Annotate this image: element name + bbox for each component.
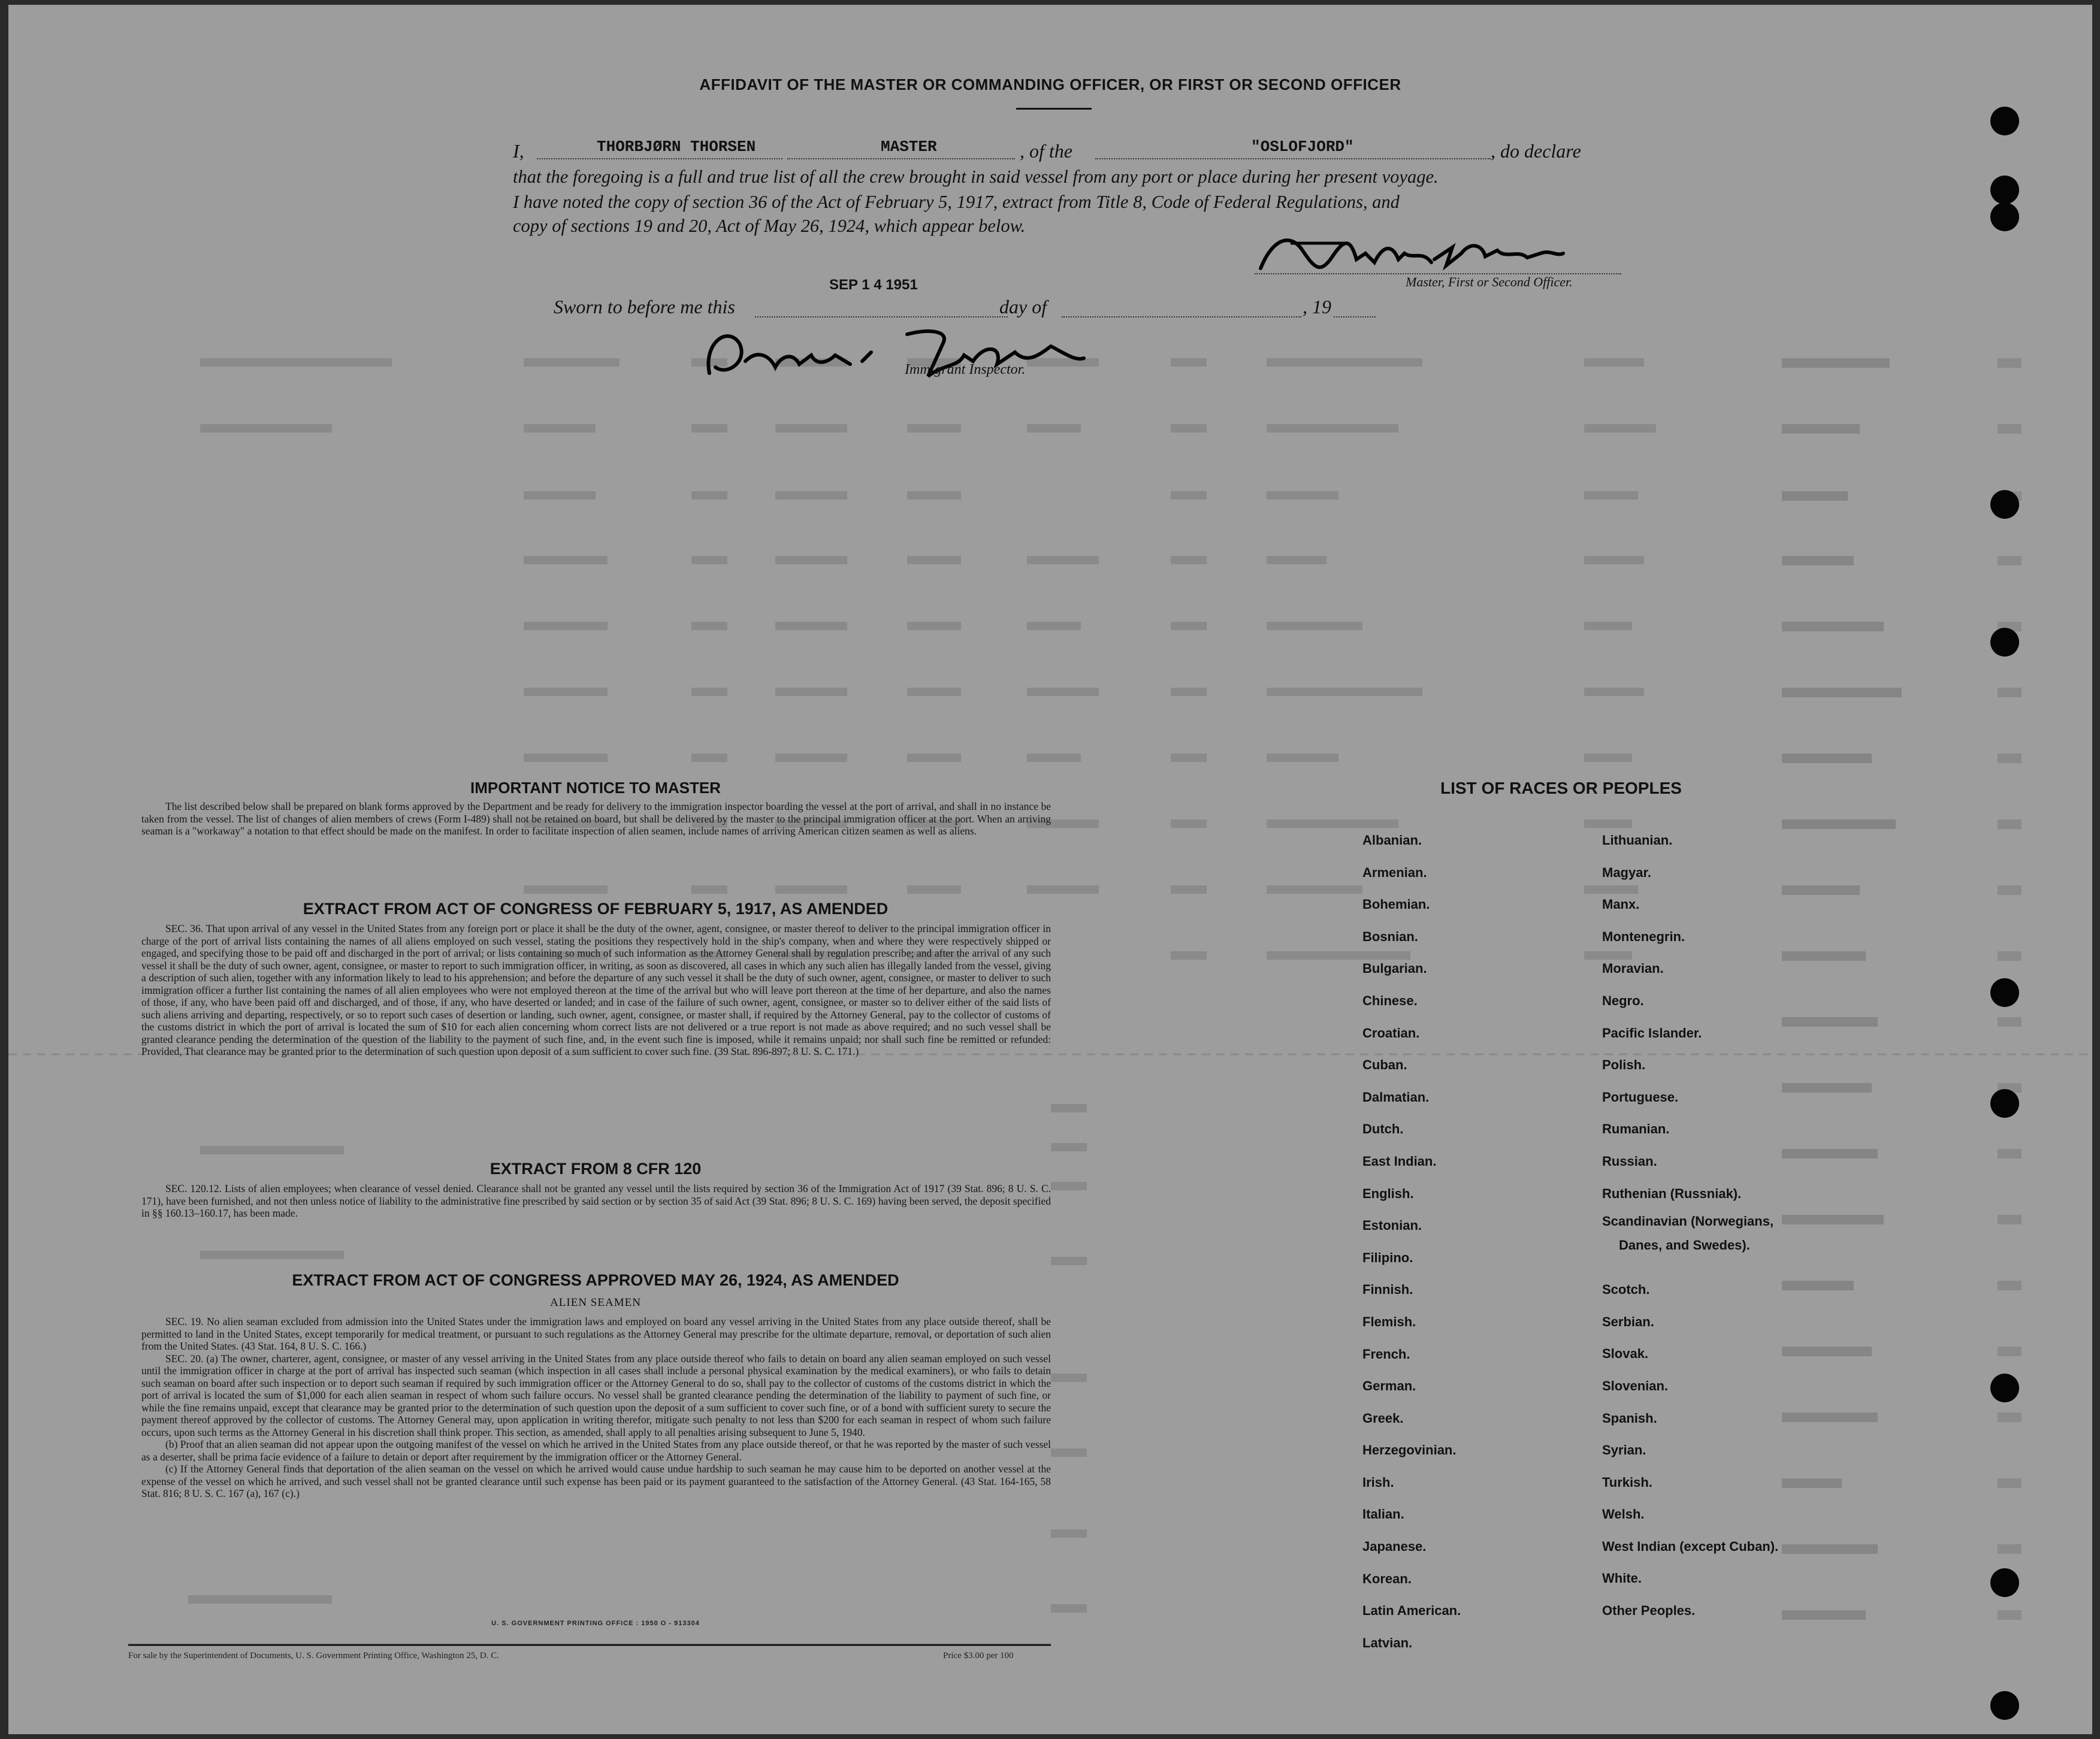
race-item: Finnish. bbox=[1362, 1282, 1413, 1298]
race-item: Bulgarian. bbox=[1362, 961, 1427, 976]
year-prefix: , 19 bbox=[1303, 296, 1331, 317]
punch-hole bbox=[1990, 490, 2019, 519]
inspector-caption: Immigrant Inspector. bbox=[905, 362, 1026, 377]
notice-title: IMPORTANT NOTICE TO MASTER bbox=[470, 779, 721, 797]
race-item: Estonian. bbox=[1362, 1218, 1422, 1233]
punch-hole bbox=[1990, 202, 2019, 231]
race-item: Chinese. bbox=[1362, 993, 1418, 1008]
rank-line bbox=[787, 158, 1015, 159]
master-caption: Master, First or Second Officer. bbox=[1406, 274, 1573, 289]
race-item: Spanish. bbox=[1602, 1410, 1657, 1426]
month-line bbox=[1062, 316, 1301, 317]
footer-price: Price $3.00 per 100 bbox=[943, 1651, 1014, 1661]
inspector-signature bbox=[691, 319, 1087, 385]
race-item: West Indian (except Cuban). bbox=[1602, 1538, 1779, 1554]
race-item: Croatian. bbox=[1362, 1025, 1420, 1041]
sec-120-12-paragraph: SEC. 120.12. Lists of alien employees; when clearance of vessel denied. Clearance shall not be granted any vessel until the lists required by section 36 of the Immigration Act of 1917 (39 Stat. 896; 8 U. S. C. 171), have been furnished, and not then unless notice of liability to the administrative fine prescribed by said section or by section 35 of said Act (39 Stat. 896; 8 U. S. C. 169) having been served, the deposit specified in §§ 160.13–160.17, has been made. bbox=[141, 1182, 1051, 1219]
notice-paragraph: The list described below shall be prepared on blank forms approved by the Department and be ready for delivery to the immigration inspector boarding the vessel at the port of arrival, and shall in no instance be taken from the vessel. The list of changes of alien members of crews (Form I-489) shall not be retained on board, but shall be delivered by the master to the principal immigration officer at the port. When an arriving seaman is a "workaway" a notation to that effect should be made on the manifest. In order to facilitate inspection of alien seamen, include names of arriving American citizen seamen as well as aliens. bbox=[141, 800, 1051, 837]
punch-hole bbox=[1990, 978, 2019, 1007]
punch-hole bbox=[1990, 176, 2019, 204]
race-item: Syrian. bbox=[1602, 1442, 1646, 1458]
affidavit-i-label: I, bbox=[513, 140, 524, 162]
extract-8cfr-body bbox=[141, 1182, 1051, 1220]
sec-20c-paragraph: (c) If the Attorney General finds that deportation of the alien seaman on the vessel on which he arrived would cause undue hardship to such seaman he may cause him to be deported on another vessel at the expense of the vessel on which he arrived, and such vessel shall not be granted clearance until such expense has been paid or its payment guaranteed to the satisfaction of the Attorney General. (43 Stat. 164-165, 58 Stat. 816; 8 U. S. C. 167 (a), 167 (c).) bbox=[141, 1463, 1051, 1499]
race-item: German. bbox=[1362, 1378, 1416, 1394]
punch-hole bbox=[1990, 1089, 2019, 1118]
sworn-date-stamp: SEP 1 4 1951 bbox=[829, 277, 918, 293]
race-item: French. bbox=[1362, 1346, 1410, 1362]
race-item: Bosnian. bbox=[1362, 929, 1418, 944]
master-rank: MASTER bbox=[881, 138, 937, 156]
race-item: Slovak. bbox=[1602, 1346, 1649, 1362]
punch-hole bbox=[1990, 1568, 2019, 1597]
races-title: LIST OF RACES OR PEOPLES bbox=[1440, 779, 1682, 797]
race-item: Portuguese. bbox=[1602, 1089, 1679, 1105]
race-item: Bohemian. bbox=[1362, 897, 1430, 912]
master-signature bbox=[1255, 226, 1566, 280]
sec-20a-paragraph: SEC. 20. (a) The owner, charterer, agent, consignee, or master of any vessel arriving in the United States from any place outside thereof who fails to detain on board any alien seaman employed on such vessel until the immigration officer in charge at the port of arrival has inspected such seaman (which inspection in all cases shall include a personal physical examination by the medical examiners), or who fails to detain such seaman on board after such inspection or to deport such seaman if required by such immigration officer or the Attorney General to do so, shall pay to the collector of customs of the customs district in which the port of arrival is located the sum of $1,000 for each alien seaman in respect of whom such failure occurs. No vessel shall be granted clearance pending the determination of the liability to payment of such fine, or while the fine remains unpaid, except that clearance may be granted prior to the determination of such question upon the deposit of a sum sufficient to cover such fine, or of a bond with sufficient surety to secure the payment thereof approved by the collector of customs. The Attorney General may, upon application in writing therefor, mitigate such penalty to not less than $200 for each seaman in respect of whom such failure occurs, upon such terms as the Attorney General in his discretion shall think proper. This section, as amended, shall apply to all penalties arising subsequent to June 5, 1940. bbox=[141, 1352, 1051, 1438]
race-item: Welsh. bbox=[1602, 1507, 1645, 1522]
sworn-date-line bbox=[755, 316, 1008, 317]
race-item: Pacific Islander. bbox=[1602, 1025, 1702, 1041]
race-item: Italian. bbox=[1362, 1507, 1404, 1522]
affidavit-line-4: copy of sections 19 and 20, Act of May 26, 1924, which appear below. bbox=[513, 216, 1026, 236]
races-left-column bbox=[1362, 824, 1461, 1659]
race-item: Korean. bbox=[1362, 1571, 1412, 1586]
race-item: Montenegrin. bbox=[1602, 929, 1685, 944]
sec-20b-paragraph: (b) Proof that an alien seaman did not appear upon the outgoing manifest of the vessel on which he arrived in the United States from any place outside thereof, or that he was reported by the master of such vessel as a deserter, shall be prima facie evidence of a failure to detain or deport after requirement by the immigration officer or the Attorney General. bbox=[141, 1438, 1051, 1463]
master-name: THORBJØRN THORSEN bbox=[597, 138, 756, 156]
race-item: White. bbox=[1602, 1571, 1642, 1586]
vessel-name: "OSLOFJORD" bbox=[1251, 138, 1354, 156]
race-item: Polish. bbox=[1602, 1057, 1646, 1073]
do-declare-text: , do declare bbox=[1491, 140, 1581, 162]
sworn-label: Sworn to before me this bbox=[554, 296, 735, 317]
race-item: Serbian. bbox=[1602, 1314, 1654, 1329]
race-item: Latvian. bbox=[1362, 1635, 1413, 1650]
punch-hole bbox=[1990, 1374, 2019, 1402]
race-item: Albanian. bbox=[1362, 833, 1422, 848]
race-item: Manx. bbox=[1602, 897, 1640, 912]
race-item: Latin American. bbox=[1362, 1603, 1461, 1619]
race-item: Magyar. bbox=[1602, 864, 1651, 880]
footer-sale-note: For sale by the Superintendent of Documents, U. S. Government Printing Office, Washington 25, D. C. bbox=[128, 1651, 499, 1661]
affidavit-title: AFFIDAVIT OF THE MASTER OR COMMANDING OFFICER, OR FIRST OR SECOND OFFICER bbox=[699, 75, 1401, 93]
race-item: Herzegovinian. bbox=[1362, 1442, 1457, 1458]
race-item: Dalmatian. bbox=[1362, 1089, 1430, 1105]
races-right-column bbox=[1602, 824, 1778, 1627]
race-item: Irish. bbox=[1362, 1474, 1394, 1490]
extract-1917-body bbox=[141, 923, 1051, 1058]
punch-hole bbox=[1990, 1691, 2019, 1720]
gpo-imprint: U. S. GOVERNMENT PRINTING OFFICE : 1950 O - 913304 bbox=[491, 1620, 700, 1627]
race-item: Turkish. bbox=[1602, 1474, 1652, 1490]
race-item: English. bbox=[1362, 1185, 1414, 1201]
race-item: Russian. bbox=[1602, 1153, 1657, 1169]
affidavit-line-3: I have noted the copy of section 36 of the Act of February 5, 1917, extract from Title 8, Code of Federal Regulations, and bbox=[513, 192, 1400, 212]
race-item: Other Peoples. bbox=[1602, 1603, 1696, 1619]
race-item: Ruthenian (Russniak). bbox=[1602, 1185, 1742, 1201]
race-item: Rumanian. bbox=[1602, 1121, 1670, 1137]
race-item: Dutch. bbox=[1362, 1121, 1404, 1137]
extract-1924-body bbox=[141, 1315, 1051, 1500]
day-of-text: day of bbox=[999, 296, 1047, 317]
race-item: East Indian. bbox=[1362, 1153, 1437, 1169]
notice-body bbox=[141, 800, 1051, 837]
year-line bbox=[1334, 316, 1376, 317]
extract-1917-title: EXTRACT FROM ACT OF CONGRESS OF FEBRUARY 5, 1917, AS AMENDED bbox=[303, 900, 889, 918]
race-item: Scotch. bbox=[1602, 1282, 1650, 1298]
alien-seamen-subtitle: ALIEN SEAMEN bbox=[550, 1296, 641, 1309]
race-item: Cuban. bbox=[1362, 1057, 1407, 1073]
race-item: Armenian. bbox=[1362, 864, 1427, 880]
extract-8cfr-title: EXTRACT FROM 8 CFR 120 bbox=[490, 1160, 702, 1178]
race-item: Moravian. bbox=[1602, 961, 1664, 976]
of-the-text: , of the bbox=[1020, 140, 1072, 162]
punch-hole bbox=[1990, 628, 2019, 657]
race-item: Scandinavian (Norwegians, bbox=[1602, 1214, 1774, 1229]
name-line bbox=[537, 158, 782, 159]
vessel-line bbox=[1095, 158, 1491, 159]
title-underline bbox=[1016, 108, 1092, 110]
race-item: Japanese. bbox=[1362, 1539, 1427, 1554]
extract-1924-title: EXTRACT FROM ACT OF CONGRESS APPROVED MAY 26, 1924, AS AMENDED bbox=[292, 1271, 899, 1289]
race-item: Danes, and Swedes). bbox=[1619, 1238, 1750, 1253]
punch-hole bbox=[1990, 107, 2019, 135]
race-item: Filipino. bbox=[1362, 1250, 1413, 1265]
race-item: Greek. bbox=[1362, 1410, 1404, 1426]
manifest-page bbox=[8, 5, 2092, 1734]
race-item: Flemish. bbox=[1362, 1314, 1416, 1329]
race-item: Negro. bbox=[1602, 993, 1644, 1008]
sec-19-paragraph: SEC. 19. No alien seaman excluded from admission into the United States under the immigration laws and employed on board any vessel arriving in the United States from any place outside thereof, shall be permitted to land in the United States, except temporarily for medical treatment, or pursuant to such regulations as the Attorney General may prescribe for the ultimate departure, removal, or deportation of such alien from the United States. (43 Stat. 164, 8 U. S. C. 166.) bbox=[141, 1315, 1051, 1352]
race-item: Lithuanian. bbox=[1602, 833, 1673, 848]
affidavit-line-2: that the foregoing is a full and true list of all the crew brought in said vessel from any port or place during her present voyage. bbox=[513, 167, 1439, 187]
sec-36-paragraph: SEC. 36. That upon arrival of any vessel in the United States from any foreign port or place it shall be the duty of the owner, agent, consignee, or master thereof to deliver to the principal immigration officer in charge of the port of arrival lists containing the names of all aliens employed on such vessel, stating the positions they respectively hold in the ship's company, when and where they were respectively shipped or engaged, and specifying those to be paid off and discharged in the port of arrival; or lists containing so much of such information as the Attorney General shall by regulation prescribe; and after the arrival of any such vessel it shall be the duty of such owner, agent, consignee, or master to report to such immigration officer, in writing, as soon as discovered, all cases in which any such alien has illegally landed from the vessel, giving a description of such alien, together with any information likely to lead to his apprehension; and before the departure of any such vessel it shall be the duty of such owner, agent, consignee, or master to deliver to such immigration officer a further list containing the names of all alien employees who were not employed thereon at the time of the arrival but who will leave port thereon at the time of her departure, and also the names of those, if any, who have been paid off and discharged, and of those, if any, who have deserted or landed; and in case of the failure of such owner, agent, consignee, or master so to deliver either of the said lists of such aliens arriving and departing, respectively, or so to report such cases of desertion or landing, such owner, agent, consignee, or master shall, if required by the Attorney General, pay to the collector of customs of the customs district in which the port of arrival is located the sum of $10 for each alien concerning whom correct lists are not delivered or a true report is not made as above required; and no such vessel shall be granted clearance pending the determination of the question of the liability to the payment of such fine, and, in the event such fine is imposed, while it remains unpaid; nor shall such fine be remitted or refunded: Provided, That clearance may be granted prior to the determination of such question upon deposit of a sum sufficient to cover such fine. (39 Stat. 896-897; 8 U. S. C. 171.) bbox=[141, 923, 1051, 1057]
race-item: Slovenian. bbox=[1602, 1378, 1669, 1393]
